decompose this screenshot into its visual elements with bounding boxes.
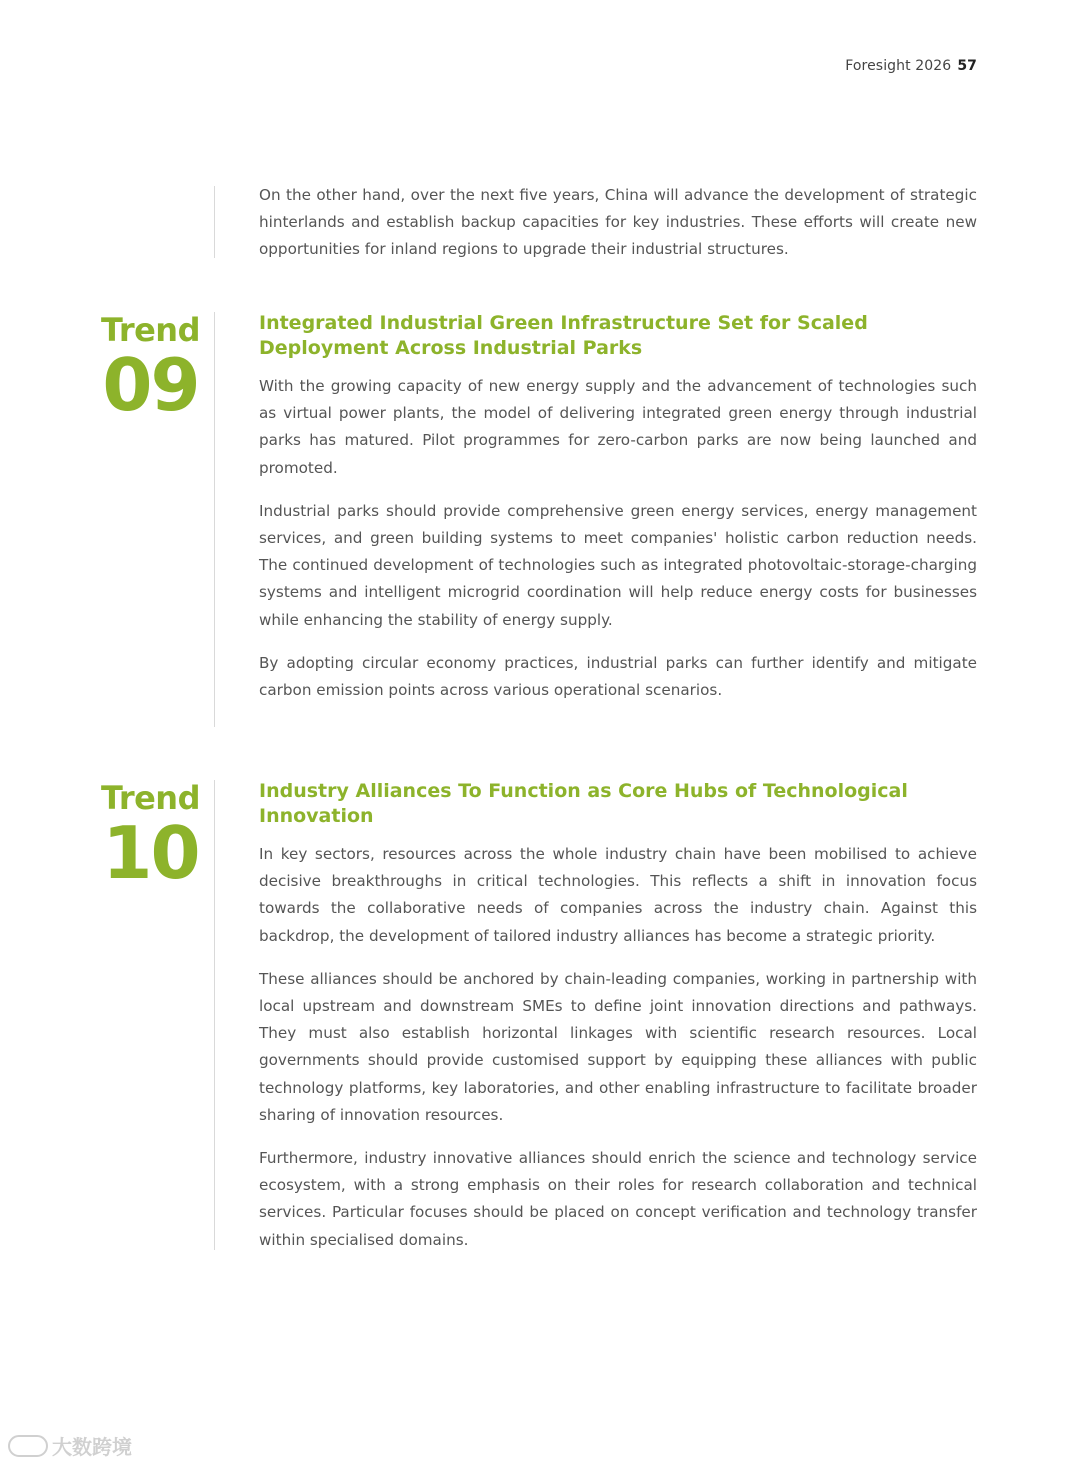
trend-paragraph: Furthermore, industry innovative alliances should enrich the science and technology service ecosystem, with a strong emphasis on their roles for research collaboration and technical services. Particular focuses should be placed on concept verification and technology transfer within specialised domains.: [259, 1149, 977, 1249]
trend-word: Trend: [101, 311, 200, 349]
trend-badge: [98, 311, 203, 427]
section-divider: [214, 186, 215, 258]
publication-title: Foresight 2026: [845, 58, 952, 74]
watermark: [8, 1431, 132, 1460]
watermark-text: 大数跨境: [52, 1435, 132, 1459]
intro-paragraph: On the other hand, over the next five years, China will advance the development of strategic hinterlands and establish backup capacities for key industries. These efforts will create new opportunities for inland regions to upgrade their industrial structures.: [259, 186, 977, 259]
trend-badge: [98, 779, 203, 895]
section-divider: [214, 312, 215, 727]
trend-paragraph: In key sectors, resources across the whole industry chain have been mobilised to achieve decisive breakthroughs in critical technologies. This reflects a shift in innovation focus towards the collaborative needs of companies across the industry chain. Against this backdrop, the development of tailored industry alliances has become a strategic priority.: [259, 845, 977, 945]
trend-number: 09: [102, 343, 199, 427]
page-number: 57: [957, 58, 977, 74]
watermark-logo-icon: [8, 1435, 48, 1457]
trend-paragraph: By adopting circular economy practices, industrial parks can further identify and mitigate carbon emission points across various operational scenarios.: [259, 653, 977, 700]
trend-09-content: [259, 311, 977, 720]
trend-number: 10: [102, 811, 199, 895]
trend-paragraph: With the growing capacity of new energy supply and the advancement of technologies such as virtual power plants, the model of delivering integrated green energy through industrial parks has matured. Pilot programmes for zero-carbon parks are now being launched and promoted.: [259, 377, 977, 477]
intro-content: [259, 182, 977, 280]
trend-paragraph: These alliances should be anchored by chain-leading companies, working in partnership with local upstream and downstream SMEs to define joint innovation directions and pathways. They must also establish horizontal linkages with scientific research resources. Local governments should provide customised support by equipping these alliances with public technology platforms, key laboratories, and other enabling infrastructure to facilitate broader sharing of innovation resources.: [259, 969, 977, 1124]
trend-heading: Integrated Industrial Green Infrastructure Set for Scaled Deployment Across Industrial Parks: [259, 312, 868, 359]
trend-10-content: [259, 779, 977, 1270]
section-divider: [214, 780, 215, 1250]
trend-paragraph: Industrial parks should provide comprehensive green energy services, energy management services, and green building systems to meet companies' holistic carbon reduction needs. The continued development of technologies such as integrated photovoltaic-storage-charging systems and intelligent microgrid coordination will help reduce energy costs for businesses while enhancing the stability of energy supply.: [259, 501, 977, 629]
trend-word: Trend: [101, 779, 200, 817]
trend-heading: Industry Alliances To Function as Core Hubs of Technological Innovation: [259, 780, 908, 827]
page-header: [845, 58, 977, 74]
